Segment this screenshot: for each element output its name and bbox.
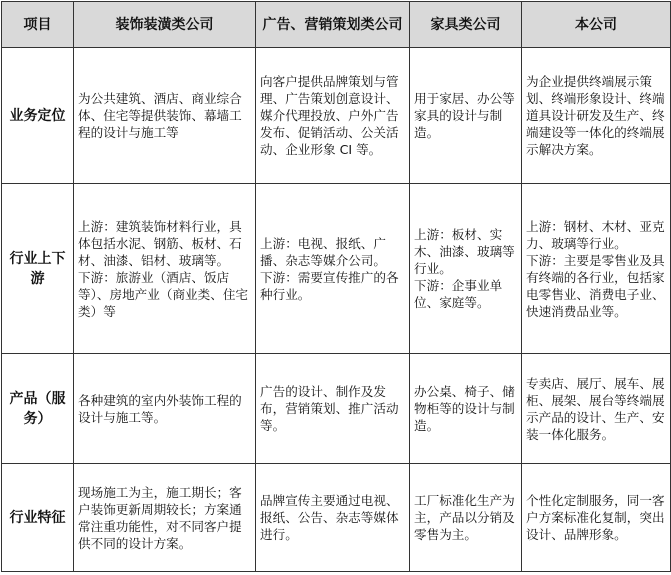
cell-decoration-products: 各种建筑的室内外装饰工程的设计与施工等。 bbox=[74, 354, 256, 464]
cell-furniture-positioning: 用于家居、办公等家具的设计与制造。 bbox=[410, 48, 522, 184]
row-label-positioning: 业务定位 bbox=[2, 48, 74, 184]
table-row bbox=[2, 354, 671, 464]
row-label-characteristics: 行业特征 bbox=[2, 464, 74, 572]
cell-decoration-value-chain bbox=[74, 184, 256, 354]
cell-advertising-positioning: 向客户提供品牌策划与管理、广告策划创意设计、媒介代理投放、户外广告发布、促销活动、公关活动、企业形象 CI 等。 bbox=[256, 48, 410, 184]
cell-advertising-characteristics: 品牌宣传主要通过电视、报纸、公告、杂志等媒体进行。 bbox=[256, 464, 410, 572]
row-label-value-chain: 行业上下游 bbox=[2, 184, 74, 354]
table-row bbox=[2, 48, 671, 184]
downstream-text: 下游：旅游业（酒店、饭店等）、房地产业（商业类、住宅类）等 bbox=[78, 269, 249, 319]
cell-furniture-products: 办公桌、椅子、储物柜等的设计与制造。 bbox=[410, 354, 522, 464]
cell-company-characteristics: 个性化定制服务，同一客户方案标准化复制，突出设计、品牌形象。 bbox=[522, 464, 671, 572]
cell-furniture-characteristics: 工厂标准化生产为主，产品以分销及零售为主。 bbox=[410, 464, 522, 572]
downstream-text: 下游：企事业单位、家庭等。 bbox=[414, 278, 503, 310]
upstream-text: 上游：电视、报纸、广播、杂志等媒介公司。 bbox=[260, 235, 386, 268]
header-advertising: 广告、营销策划类公司 bbox=[256, 2, 410, 48]
upstream-text: 上游：建筑装饰材料行业，具体包括水泥、钢筋、板材、石材、油漆、铝材、玻璃等。 bbox=[78, 218, 242, 268]
upstream-text: 上游：钢材、木材、亚克力、玻璃等行业。 bbox=[526, 218, 665, 251]
header-decoration: 装饰装潢类公司 bbox=[74, 2, 256, 48]
upstream-text: 上游：板材、实木、油漆、玻璃等行业。 bbox=[414, 227, 515, 276]
header-company: 本公司 bbox=[522, 2, 671, 48]
row-label-products: 产品（服务） bbox=[2, 354, 74, 464]
table-row bbox=[2, 464, 671, 572]
cell-decoration-positioning: 为公共建筑、酒店、商业综合体、住宅等提供装饰、幕墙工程的设计与施工等 bbox=[74, 48, 256, 184]
cell-company-value-chain bbox=[522, 184, 671, 354]
cell-decoration-characteristics: 现场施工为主，施工期长；客户装饰更新周期较长；方案通常注重功能性，对不同客户提供不同的设计方案。 bbox=[74, 464, 256, 572]
cell-advertising-products: 广告的设计、制作及发布，营销策划、推广活动等。 bbox=[256, 354, 410, 464]
comparison-table bbox=[1, 1, 671, 572]
cell-advertising-value-chain bbox=[256, 184, 410, 354]
header-furniture: 家具类公司 bbox=[410, 2, 522, 48]
header-row bbox=[2, 2, 671, 48]
table-row bbox=[2, 184, 671, 354]
downstream-text: 下游：主要是零售业及具有终端的各行业，包括家电零售业、消费电子业、快速消费品业等。 bbox=[526, 252, 665, 319]
cell-company-positioning: 为企业提供终端展示策划、终端形象设计、终端道具设计研发及生产、终端建设等一体化的终端展示解决方案。 bbox=[522, 48, 671, 184]
downstream-text: 下游：需要宣传推广的各种行业。 bbox=[260, 269, 399, 302]
cell-furniture-value-chain bbox=[410, 184, 522, 354]
cell-company-products: 专卖店、展厅、展车、展柜、展架、展台等终端展示产品的设计、生产、安装一体化服务。 bbox=[522, 354, 671, 464]
header-item: 项目 bbox=[2, 2, 74, 48]
